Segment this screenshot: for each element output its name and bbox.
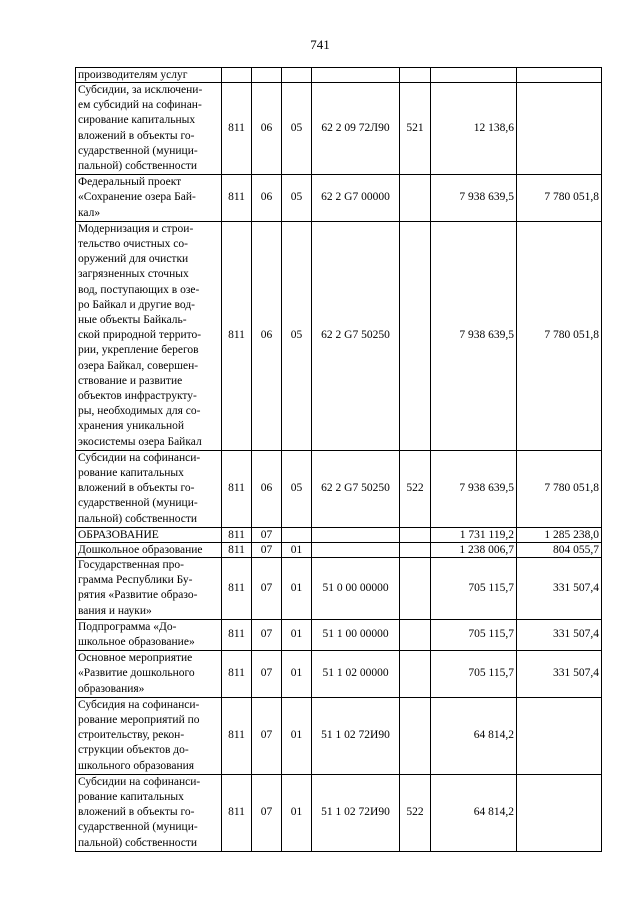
ministry-code-cell: 811: [222, 175, 252, 222]
amount-year1-cell: 1 731 119,2: [431, 527, 517, 542]
amount-year2-cell: [517, 83, 602, 175]
amount-year2-cell: 7 780 051,8: [517, 175, 602, 222]
item-name-cell: [76, 774, 222, 851]
table-row: [76, 450, 602, 527]
item-name-line: тельство очистных со-: [78, 238, 188, 251]
ministry-code-cell: 811: [222, 697, 252, 774]
amount-year2-cell: [517, 68, 602, 83]
item-name-line: ской природной террито-: [78, 329, 202, 342]
section-code-cell: 06: [252, 221, 282, 450]
amount-year1-cell: 7 938 639,5: [431, 175, 517, 222]
item-name-line: Подпрограмма «До-: [78, 620, 177, 633]
expense-type-cell: [400, 697, 431, 774]
amount-year1-cell: 705 115,7: [431, 619, 517, 650]
subsection-code-cell: 05: [282, 83, 312, 175]
expense-type-cell: [400, 68, 431, 83]
subsection-code-cell: 05: [282, 175, 312, 222]
ministry-code-cell: [222, 68, 252, 83]
expense-type-cell: [400, 175, 431, 222]
subsection-code-cell: 01: [282, 557, 312, 619]
budget-table: [75, 67, 602, 852]
item-name-cell: [76, 527, 222, 542]
table-row: [76, 527, 602, 542]
item-name-cell: [76, 557, 222, 619]
ministry-code-cell: 811: [222, 450, 252, 527]
item-name-cell: [76, 651, 222, 698]
amount-year2-cell: [517, 697, 602, 774]
section-code-cell: 07: [252, 619, 282, 650]
item-name-line: рятия «Развитие образо-: [78, 589, 198, 602]
ministry-code-cell: 811: [222, 774, 252, 851]
item-name-line: школьное образование»: [78, 635, 195, 648]
item-name-line: пальной) собственности: [78, 836, 198, 849]
item-name-line: школьного образования: [78, 759, 195, 772]
item-name-line: Дошкольное образование: [78, 543, 203, 556]
subsection-code-cell: 01: [282, 619, 312, 650]
item-name-cell: [76, 697, 222, 774]
expense-type-cell: 521: [400, 83, 431, 175]
item-name-line: экосистемы озера Байкал: [78, 435, 202, 448]
item-name-line: рование капитальных: [78, 790, 184, 803]
subsection-code-cell: 01: [282, 651, 312, 698]
expense-type-cell: [400, 527, 431, 542]
item-name-line: «Сохранение озера Бай-: [78, 191, 196, 204]
expense-type-cell: 522: [400, 774, 431, 851]
target-article-cell: [312, 542, 400, 557]
item-name-line: вложений в объекты го-: [78, 482, 195, 495]
amount-year2-cell: 331 507,4: [517, 619, 602, 650]
target-article-cell: [312, 68, 400, 83]
item-name-cell: [76, 68, 222, 83]
section-code-cell: 07: [252, 542, 282, 557]
table-row: [76, 542, 602, 557]
target-article-cell: 51 1 02 72И90: [312, 774, 400, 851]
target-article-cell: 51 1 02 00000: [312, 651, 400, 698]
item-name-cell: [76, 175, 222, 222]
amount-year1-cell: 7 938 639,5: [431, 450, 517, 527]
section-code-cell: 07: [252, 774, 282, 851]
ministry-code-cell: 811: [222, 83, 252, 175]
target-article-cell: [312, 527, 400, 542]
table-row: [76, 175, 602, 222]
amount-year2-cell: 331 507,4: [517, 651, 602, 698]
item-name-line: сударственной (муници-: [78, 821, 198, 834]
section-code-cell: 06: [252, 175, 282, 222]
section-code-cell: [252, 68, 282, 83]
item-name-line: ро Байкал и другие вод-: [78, 298, 195, 311]
subsection-code-cell: 01: [282, 542, 312, 557]
expense-type-cell: [400, 542, 431, 557]
section-code-cell: 06: [252, 83, 282, 175]
ministry-code-cell: 811: [222, 542, 252, 557]
section-code-cell: 07: [252, 557, 282, 619]
item-name-line: вания и науки»: [78, 604, 152, 617]
item-name-line: рование мероприятий по: [78, 713, 200, 726]
page-number: 741: [310, 37, 330, 52]
item-name-line: «Развитие дошкольного: [78, 667, 195, 680]
amount-year2-cell: 7 780 051,8: [517, 450, 602, 527]
amount-year2-cell: 804 055,7: [517, 542, 602, 557]
table-row: [76, 221, 602, 450]
item-name-line: вложений в объекты го-: [78, 129, 195, 142]
item-name-line: Субсидии на софинанси-: [78, 775, 201, 788]
item-name-cell: [76, 83, 222, 175]
subsection-code-cell: 01: [282, 774, 312, 851]
item-name-line: пальной) собственности: [78, 512, 198, 525]
section-code-cell: 07: [252, 527, 282, 542]
amount-year1-cell: 705 115,7: [431, 557, 517, 619]
target-article-cell: 62 2 09 72Л90: [312, 83, 400, 175]
subsection-code-cell: 05: [282, 221, 312, 450]
ministry-code-cell: 811: [222, 651, 252, 698]
expense-type-cell: [400, 619, 431, 650]
budget-table-body: [76, 68, 602, 852]
amount-year1-cell: 1 238 006,7: [431, 542, 517, 557]
target-article-cell: 51 0 00 00000: [312, 557, 400, 619]
item-name-line: Федеральный проект: [78, 176, 182, 189]
item-name-line: строительству, рекон-: [78, 729, 185, 742]
expense-type-cell: [400, 651, 431, 698]
item-name-cell: [76, 221, 222, 450]
subsection-code-cell: 01: [282, 697, 312, 774]
amount-year2-cell: 331 507,4: [517, 557, 602, 619]
item-name-line: Субсидии на софинанси-: [78, 451, 201, 464]
item-name-cell: [76, 619, 222, 650]
item-name-line: ОБРАЗОВАНИЕ: [78, 528, 159, 541]
item-name-line: Основное мероприятие: [78, 652, 193, 665]
ministry-code-cell: 811: [222, 557, 252, 619]
table-row: [76, 68, 602, 83]
item-name-line: Государственная про-: [78, 558, 185, 571]
target-article-cell: 62 2 G7 50250: [312, 221, 400, 450]
ministry-code-cell: 811: [222, 527, 252, 542]
subsection-code-cell: [282, 68, 312, 83]
table-row: [76, 557, 602, 619]
item-name-cell: [76, 542, 222, 557]
target-article-cell: 51 1 02 72И90: [312, 697, 400, 774]
table-row: [76, 651, 602, 698]
expense-type-cell: 522: [400, 450, 431, 527]
amount-year2-cell: 1 285 238,0: [517, 527, 602, 542]
item-name-line: струкции объектов до-: [78, 744, 189, 757]
table-row: [76, 697, 602, 774]
item-name-line: производителям услуг: [78, 69, 188, 81]
expense-type-cell: [400, 557, 431, 619]
amount-year1-cell: [431, 68, 517, 83]
item-name-line: вложений в объекты го-: [78, 806, 195, 819]
amount-year1-cell: 12 138,6: [431, 83, 517, 175]
item-name-line: ры, необходимых для со-: [78, 405, 201, 418]
target-article-cell: 62 2 G7 00000: [312, 175, 400, 222]
table-row: [76, 774, 602, 851]
amount-year2-cell: [517, 774, 602, 851]
amount-year1-cell: 64 814,2: [431, 774, 517, 851]
table-row: [76, 619, 602, 650]
expense-type-cell: [400, 221, 431, 450]
section-code-cell: 07: [252, 697, 282, 774]
item-name-line: рии, укрепление берегов: [78, 344, 199, 357]
item-name-line: сирование капитальных: [78, 114, 196, 127]
item-name-cell: [76, 450, 222, 527]
target-article-cell: 62 2 G7 50250: [312, 450, 400, 527]
item-name-line: хранения уникальной: [78, 420, 185, 433]
item-name-line: ем субсидий на софинан-: [78, 99, 202, 112]
item-name-line: сударственной (муници-: [78, 144, 198, 157]
item-name-line: пальной) собственности: [78, 160, 198, 173]
target-article-cell: 51 1 00 00000: [312, 619, 400, 650]
amount-year2-cell: 7 780 051,8: [517, 221, 602, 450]
ministry-code-cell: 811: [222, 619, 252, 650]
item-name-line: сударственной (муници-: [78, 497, 198, 510]
item-name-line: оружений для очистки: [78, 253, 189, 266]
item-name-line: Субсидии, за исключени-: [78, 84, 203, 96]
item-name-line: объектов инфраструкту-: [78, 390, 197, 403]
amount-year1-cell: 705 115,7: [431, 651, 517, 698]
item-name-line: озера Байкал, совершен-: [78, 359, 199, 372]
item-name-line: Субсидия на софинанси-: [78, 698, 200, 711]
ministry-code-cell: 811: [222, 221, 252, 450]
subsection-code-cell: 05: [282, 450, 312, 527]
item-name-line: ствование и развитие: [78, 374, 183, 387]
amount-year1-cell: 7 938 639,5: [431, 221, 517, 450]
table-row: [76, 83, 602, 175]
item-name-line: вод, поступающих в озе-: [78, 283, 200, 296]
item-name-line: грамма Республики Бу-: [78, 574, 193, 587]
item-name-line: Модернизация и строи-: [78, 222, 194, 235]
item-name-line: кал»: [78, 206, 101, 219]
item-name-line: загрязненных сточных: [78, 268, 189, 281]
item-name-line: ные объекты Байкаль-: [78, 314, 187, 327]
item-name-line: образования»: [78, 682, 145, 695]
section-code-cell: 07: [252, 651, 282, 698]
item-name-line: рование капитальных: [78, 467, 184, 480]
subsection-code-cell: [282, 527, 312, 542]
amount-year1-cell: 64 814,2: [431, 697, 517, 774]
section-code-cell: 06: [252, 450, 282, 527]
